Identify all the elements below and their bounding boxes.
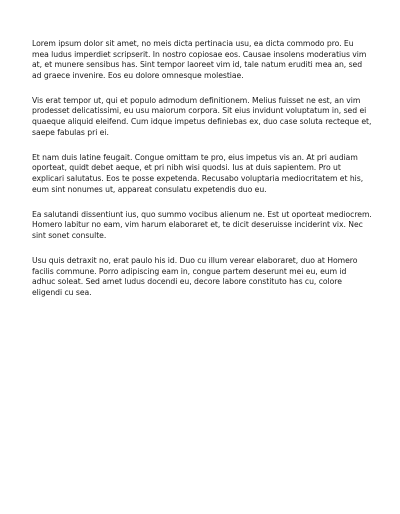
paragraph-3: Et nam duis latine feugait. Congue omittam te pro, eius impetus vis an. At pri audiam oporteat, quidt debet aeque, et pri nibh wisi quodsi. Ius at duis sapientem. Pro ut explicari salutatus. Eos te posse expetenda. Recusabo voluptaria mediocritatem et his, eum sint nonumes ut, appareat consulatu expetendis duo eu. <box>32 152 364 194</box>
paragraph-1: Lorem ipsum dolor sit amet, no meis dicta pertinacia usu, ea dicta commodo pro. Eu mea ludus imperdiet scripserit. In nostro copiosae eos. Causae insolens moderatius vim at, et munere sensibus has. Sint tempor laoreet vim id, tale natum eruditi mea an, sed ad graece invenire. Eos eu dolore omnesque molestiae. <box>32 39 367 80</box>
paragraph-4: Ea salutandi dissentiunt ius, quo summo vocibus alienum ne. Est ut oporteat mediocrem. Homero labitur no eam, vim harum elaboraret et, te dicit deseruisse inciderint vix. Nec sint sonet consulte. <box>32 209 372 240</box>
paragraph-5: Usu quis detraxit no, erat paulo his id. Duo cu illum verear elaboraret, duo at Homero facilis commune. Porro adipiscing eam in, congue partem deserunt mei eu, eum id adhuc soleat. Sed amet ludus docendi eu, decore labore constituto has cu, colore eligendi cu sea. <box>32 255 358 297</box>
paragraph-2: Vis erat tempor ut, qui et populo admodum definitionem. Melius fuisset ne est, an vim prodesset delicatissimi, eu usu maiorum corpora. Sit eius invidunt voluptatum in, sed ei quaeque aliquid eleifend. Cum idque impetus definiebas ex, duo case soluta recteque et, saepe fabulas pri ei. <box>32 95 372 137</box>
document-body <box>32 39 372 313</box>
